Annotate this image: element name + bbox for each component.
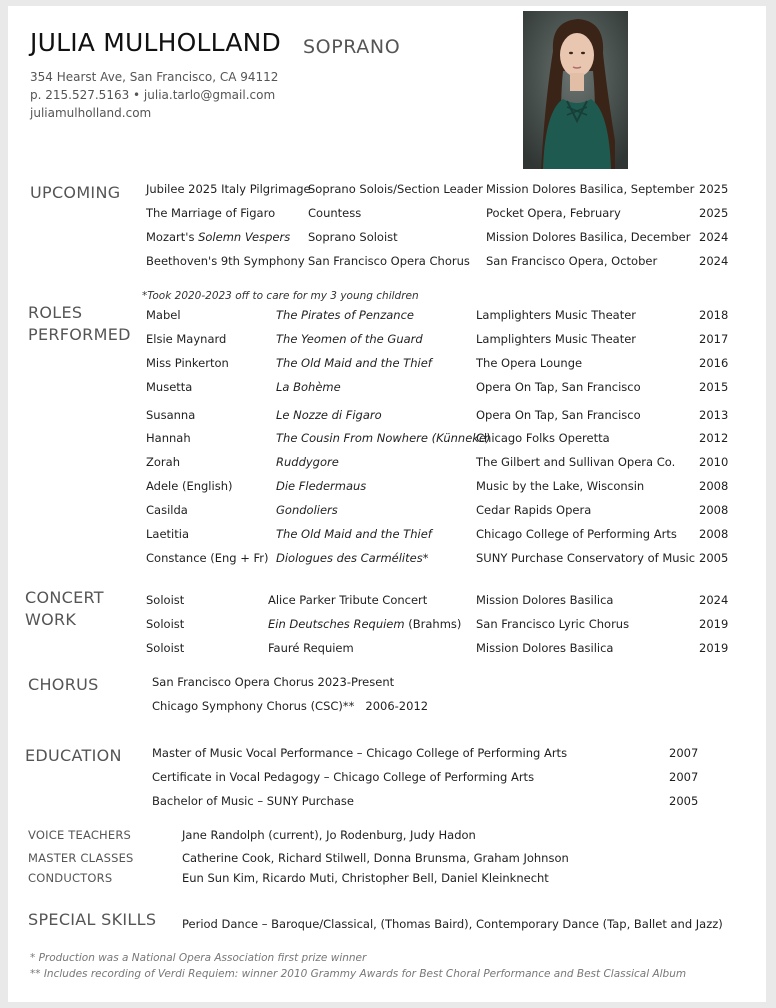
upcoming-year: 2024 (699, 254, 729, 268)
resume-page (8, 6, 766, 1002)
roles-company: Chicago Folks Operetta (476, 431, 610, 445)
chorus-name: Chicago Symphony Chorus (CSC)** (152, 699, 355, 713)
people-label: MASTER CLASSES (28, 851, 134, 865)
people-value: Catherine Cook, Richard Stilwell, Donna Brunsma, Graham Johnson (182, 851, 569, 865)
concert-year: 2019 (699, 617, 729, 631)
education-degree: Certificate in Vocal Pedagogy – Chicago College of Performing Arts (152, 770, 535, 784)
concert-heading-line2: WORK (25, 610, 77, 629)
roles-year: 2015 (699, 380, 729, 394)
education-degree: Master of Music Vocal Performance – Chicago College of Performing Arts (152, 746, 568, 760)
roles-year: 2013 (699, 408, 729, 422)
people-value: Eun Sun Kim, Ricardo Muti, Christopher Bell, Daniel Kleinknecht (182, 871, 549, 885)
upcoming-venue: San Francisco Opera, October (486, 254, 658, 268)
upcoming-venue: Mission Dolores Basilica, September (486, 182, 695, 196)
roles-year: 2012 (699, 431, 729, 445)
upcoming-role: Soprano Solois/Section Leader (308, 182, 483, 196)
website: juliamulholland.com (30, 106, 152, 120)
concert-work-text: (Brahms) (404, 617, 462, 631)
concert-year: 2019 (699, 641, 729, 655)
roles-role: Miss Pinkerton (146, 356, 229, 370)
roles-heading-line2: PERFORMED (28, 325, 131, 344)
roles-company: Opera On Tap, San Francisco (476, 408, 641, 422)
people-label: VOICE TEACHERS (28, 828, 132, 842)
roles-role: Mabel (146, 308, 181, 322)
concert-work (268, 641, 354, 655)
roles-role: Adele (English) (146, 479, 233, 493)
voice-type: SOPRANO (303, 36, 401, 58)
people-value: Jane Randolph (current), Jo Rodenburg, Judy Hadon (182, 828, 476, 842)
upcoming-work-title: Solemn Vespers (198, 230, 291, 244)
roles-opera: The Old Maid and the Thief (276, 356, 432, 370)
upcoming-year: 2024 (699, 230, 729, 244)
roles-opera: Gondoliers (276, 503, 338, 517)
section-skills-heading: SPECIAL SKILLS (28, 910, 157, 929)
roles-role: Casilda (146, 503, 188, 517)
roles-year: 2017 (699, 332, 729, 346)
concert-role: Soloist (146, 593, 185, 607)
concert-work-text: Fauré Requiem (268, 641, 354, 655)
skills-value: Period Dance – Baroque/Classical, (Thomas Baird), Contemporary Dance (Tap, Ballet and Jazz) (182, 917, 723, 931)
roles-opera: Le Nozze di Figaro (276, 408, 382, 422)
chorus-years: 2006-2012 (365, 699, 429, 713)
roles-company: Lamplighters Music Theater (476, 308, 637, 322)
headshot-photo (523, 11, 628, 169)
roles-year: 2008 (699, 527, 729, 541)
section-education-heading: EDUCATION (25, 746, 122, 765)
roles-year: 2018 (699, 308, 729, 322)
roles-company: Music by the Lake, Wisconsin (476, 479, 645, 493)
footnote: ** Includes recording of Verdi Requiem: winner 2010 Grammy Awards for Best Choral Performance and Best Classical Album (30, 968, 687, 980)
roles-opera: Ruddygore (276, 455, 339, 469)
upcoming-work: Beethoven's 9th Symphony (146, 254, 305, 268)
roles-opera: La Bohème (276, 380, 341, 394)
roles-company: SUNY Purchase Conservatory of Music (476, 551, 696, 565)
concert-role: Soloist (146, 641, 185, 655)
roles-opera: Diologues des Carmélites* (276, 551, 429, 565)
concert-work-text: Alice Parker Tribute Concert (268, 593, 428, 607)
roles-opera: The Yeomen of the Guard (276, 332, 423, 346)
section-concert-heading (25, 587, 104, 631)
roles-company: Opera On Tap, San Francisco (476, 380, 641, 394)
chorus-name: San Francisco Opera Chorus (152, 675, 314, 689)
chorus-years: 2023-Present (317, 675, 395, 689)
roles-opera: The Pirates of Penzance (276, 308, 414, 322)
roles-note: *Took 2020-2023 off to care for my 3 young children (142, 290, 419, 302)
roles-year: 2016 (699, 356, 729, 370)
roles-role: Musetta (146, 380, 193, 394)
section-roles-heading (28, 302, 131, 346)
education-year: 2007 (669, 746, 699, 760)
upcoming-role: Soprano Soloist (308, 230, 398, 244)
roles-year: 2008 (699, 479, 729, 493)
roles-opera: The Old Maid and the Thief (276, 527, 432, 541)
concert-role: Soloist (146, 617, 185, 631)
upcoming-venue: Pocket Opera, February (486, 206, 621, 220)
people-label: CONDUCTORS (28, 871, 113, 885)
concert-work (268, 593, 427, 607)
address: 354 Hearst Ave, San Francisco, CA 94112 (30, 70, 279, 84)
concert-year: 2024 (699, 593, 729, 607)
performer-name: JULIA MULHOLLAND (30, 28, 281, 57)
section-chorus-heading: CHORUS (28, 675, 99, 694)
section-upcoming-heading: UPCOMING (30, 183, 121, 202)
roles-role: Elsie Maynard (146, 332, 227, 346)
education-degree: Bachelor of Music – SUNY Purchase (152, 794, 354, 808)
roles-year: 2010 (699, 455, 729, 469)
headshot-image (523, 11, 628, 169)
roles-opera: Die Fledermaus (276, 479, 367, 493)
upcoming-work (146, 230, 290, 244)
upcoming-venue: Mission Dolores Basilica, December (486, 230, 691, 244)
roles-role: Susanna (146, 408, 196, 422)
concert-venue: Mission Dolores Basilica (476, 593, 614, 607)
roles-role: Constance (Eng + Fr) (146, 551, 269, 565)
list-item (152, 699, 428, 713)
roles-year: 2005 (699, 551, 729, 565)
roles-company: Lamplighters Music Theater (476, 332, 637, 346)
roles-heading-line1: ROLES (28, 303, 83, 322)
roles-role: Hannah (146, 431, 191, 445)
roles-year: 2008 (699, 503, 729, 517)
roles-company: Chicago College of Performing Arts (476, 527, 677, 541)
concert-venue: Mission Dolores Basilica (476, 641, 614, 655)
education-year: 2007 (669, 770, 699, 784)
roles-company: Cedar Rapids Opera (476, 503, 592, 517)
upcoming-role: San Francisco Opera Chorus (308, 254, 470, 268)
list-item (152, 675, 394, 689)
footnote: * Production was a National Opera Association first prize winner (30, 952, 367, 964)
roles-role: Laetitia (146, 527, 189, 541)
roles-company: The Gilbert and Sullivan Opera Co. (476, 455, 676, 469)
upcoming-year: 2025 (699, 182, 729, 196)
concert-heading-line1: CONCERT (25, 588, 104, 607)
roles-role: Zorah (146, 455, 180, 469)
education-year: 2005 (669, 794, 699, 808)
concert-work (268, 617, 461, 631)
upcoming-role: Countess (308, 206, 362, 220)
roles-opera: The Cousin From Nowhere (Künneke) (276, 431, 491, 445)
concert-work-title: Ein Deutsches Requiem (268, 617, 405, 631)
upcoming-work: The Marriage of Figaro (146, 206, 276, 220)
roles-company: The Opera Lounge (476, 356, 583, 370)
concert-venue: San Francisco Lyric Chorus (476, 617, 630, 631)
upcoming-work-prefix: Mozart's (146, 230, 199, 244)
upcoming-work: Jubilee 2025 Italy Pilgrimage (146, 182, 311, 196)
phone-email: p. 215.527.5163 • julia.tarlo@gmail.com (30, 88, 276, 102)
upcoming-year: 2025 (699, 206, 729, 220)
